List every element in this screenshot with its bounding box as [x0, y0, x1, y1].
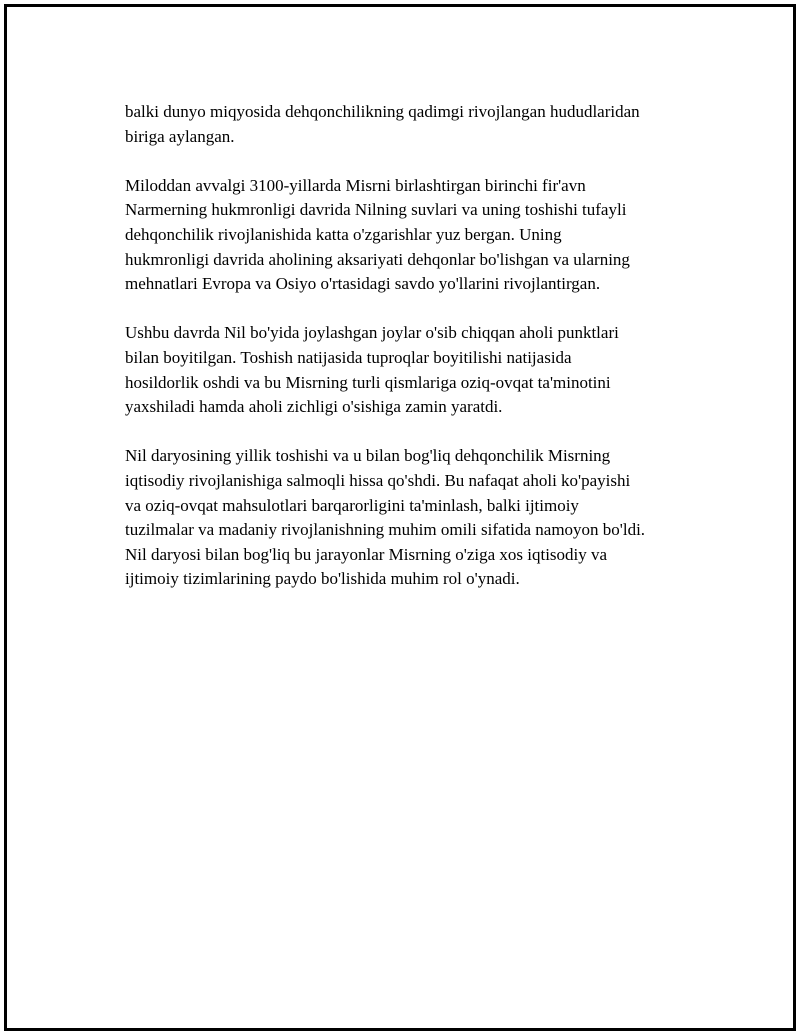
page-frame	[4, 4, 796, 1031]
paragraph-2: Miloddan avvalgi 3100-yillarda Misrni birlashtirgan birinchi fir'avn Narmerning hukmronligi davrida Nilning suvlari va uning toshishi tufayli dehqonchilik rivojlanishida katta o'zgarishlar yuz bergan. Uning hukmronligi davrida aholining aksariyati dehqonlar bo'lishgan va ularning mehnatlari Evropa va Osiyo o'rtasidagi savdo yo'llarini rivojlantirgan.	[125, 175, 630, 294]
paragraph-1: balki dunyo miqyosida dehqonchilikning qadimgi rivojlangan hududlaridan biriga aylangan.	[125, 102, 640, 146]
paragraph-3: Ushbu davrda Nil bo'yida joylashgan joylar o'sib chiqqan aholi punktlari bilan boyitilgan. Toshish natijasida tuproqlar boyitilishi natijasida hosildorlik oshdi va bu Misrning turli qismlariga oziq-ovqat ta'minotini yaxshiladi hamda aholi zichligi o'sishiga zamin yaratdi.	[125, 323, 619, 417]
paragraph-4: Nil daryosining yillik toshishi va u bilan bog'liq dehqonchilik Misrning iqtisodiy rivojlanishiga salmoqli hissa qo'shdi. Bu nafaqat aholi ko'payishi va oziq-ovqat mahsulotlari barqarorligini ta'minlash, balki ijtimoiy tuzilmalar va madaniy rivojlanishning muhim omili sifatida namoyon bo'ldi. Nil daryosi bilan bog'liq bu jarayonlar Misrning o'ziga xos iqtisodiy va ijtimoiy tizimlarining paydo bo'lishida muhim rol o'ynadi.	[125, 446, 646, 589]
document-body	[125, 100, 705, 616]
